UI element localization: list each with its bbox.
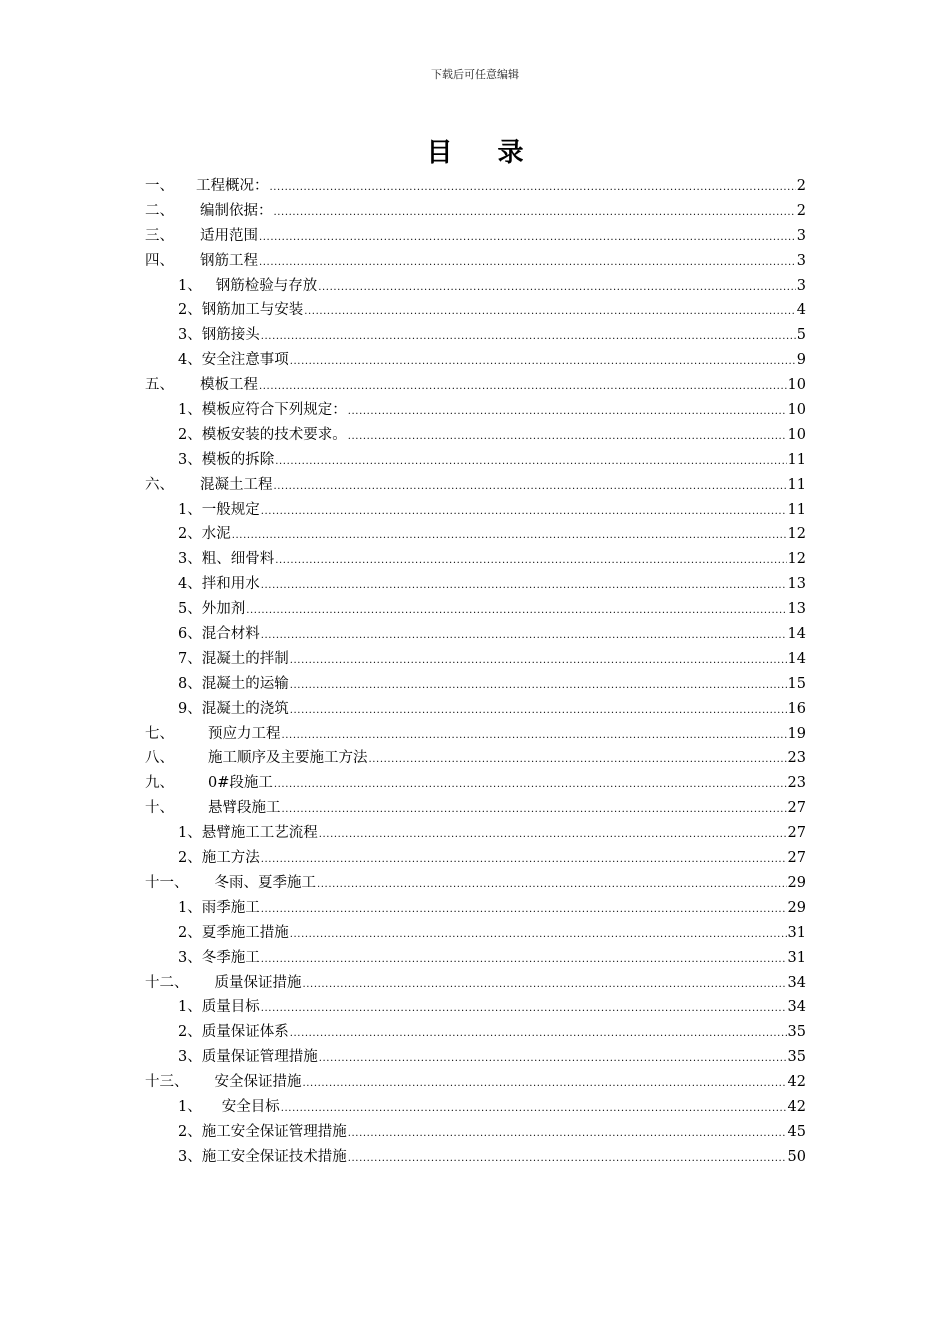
toc-entry-page: 13 — [787, 601, 806, 618]
toc-entry-page: 27 — [787, 825, 806, 842]
toc-entry-number: 4、 — [178, 352, 202, 369]
toc-entry-number: 七、 — [145, 725, 174, 742]
toc-entry[interactable] — [145, 572, 806, 597]
toc-entry-page: 10 — [787, 377, 806, 394]
toc-entry-label: 钢筋工程 — [200, 252, 258, 269]
toc-entry-label: 适用范围 — [200, 227, 258, 244]
dot-leader — [275, 456, 786, 467]
toc-entry-label: 预应力工程 — [208, 725, 281, 742]
toc-entry-number: 六、 — [145, 476, 174, 493]
toc-entry-page: 35 — [787, 1024, 806, 1041]
toc-entry-number: 4、 — [178, 576, 202, 593]
toc-entry-number: 2、 — [178, 850, 202, 867]
toc-entry-number: 十三、 — [145, 1074, 189, 1091]
toc-entry-label: 冬雨、夏季施工 — [214, 874, 316, 891]
toc-entry-page: 11 — [787, 501, 806, 518]
toc-entry-label: 钢筋检验与存放 — [215, 277, 318, 294]
toc-entry-page: 29 — [787, 899, 806, 916]
toc-entry-number: 7、 — [178, 650, 202, 667]
toc-entry[interactable] — [145, 373, 806, 398]
toc-entry-number: 1、 — [178, 402, 202, 419]
dot-leader — [290, 1028, 787, 1039]
toc-entry[interactable] — [145, 448, 806, 473]
toc-entry-page: 11 — [787, 476, 806, 493]
toc-entry-page: 34 — [787, 999, 806, 1016]
toc-entry[interactable] — [145, 323, 806, 348]
toc-entry-page: 2 — [796, 178, 806, 194]
toc-entry[interactable] — [145, 224, 806, 249]
toc-entry-number: 2、 — [178, 302, 202, 319]
toc-entry-page: 12 — [787, 526, 806, 543]
toc-entry[interactable] — [145, 622, 806, 647]
toc-entry-label: 水泥 — [201, 526, 231, 543]
toc-entry-label: 施工方法 — [201, 850, 260, 867]
toc-entry-page: 14 — [787, 626, 806, 643]
toc-entry[interactable] — [145, 423, 806, 448]
toc-entry[interactable] — [145, 746, 806, 771]
toc-entry[interactable] — [145, 896, 806, 921]
toc-entry-number: 十二、 — [145, 974, 189, 991]
dot-leader — [274, 779, 787, 790]
toc-entry-label: 粗、细骨料 — [201, 551, 275, 568]
toc-entry-page: 45 — [787, 1123, 806, 1140]
toc-entry-page: 11 — [787, 451, 806, 468]
toc-entry-number: 2、 — [178, 1123, 202, 1140]
toc-entry-page: 10 — [787, 402, 806, 419]
toc-entry[interactable] — [145, 473, 806, 498]
toc-entry-number: 8、 — [178, 675, 202, 692]
dot-leader — [303, 1078, 787, 1089]
toc-entry-number: 1、 — [178, 277, 202, 294]
toc-entry-label: 施工安全保证技术措施 — [201, 1148, 347, 1165]
toc-entry-label: 质量保证体系 — [201, 1024, 289, 1041]
toc-entry-page: 4 — [796, 302, 806, 319]
toc-entry[interactable] — [145, 348, 806, 373]
toc-title: 目 录 — [426, 138, 542, 168]
toc-entry-page: 34 — [787, 974, 806, 991]
toc-entry-label: 混凝土工程 — [200, 476, 273, 493]
toc-entry[interactable] — [145, 672, 806, 697]
toc-entry-label: 钢筋加工与安装 — [201, 302, 304, 319]
dot-leader — [304, 306, 796, 317]
toc-entry-number: 十、 — [145, 800, 174, 817]
dot-leader — [261, 630, 787, 641]
toc-entry-label: 安全保证措施 — [214, 1074, 302, 1091]
toc-entry[interactable] — [145, 249, 806, 274]
toc-entry[interactable] — [145, 1095, 806, 1120]
toc-entry-label: 安全目标 — [221, 1098, 280, 1115]
dot-leader — [246, 605, 786, 616]
dot-leader — [290, 655, 787, 666]
toc-entry-page: 27 — [787, 800, 806, 817]
toc-entry-page: 15 — [787, 675, 806, 692]
toc-entry-number: 四、 — [145, 252, 174, 269]
toc-entry[interactable] — [145, 697, 806, 722]
toc-entry-page: 9 — [796, 352, 806, 369]
toc-entry-number: 五、 — [145, 377, 174, 394]
toc-entry-number: 1、 — [178, 825, 202, 842]
dot-leader — [261, 1003, 787, 1014]
toc-entry-page: 3 — [796, 277, 806, 294]
toc-entry-number: 2、 — [178, 924, 202, 941]
toc-entry[interactable] — [145, 846, 806, 871]
toc-entry[interactable] — [145, 199, 806, 224]
toc-entry-label: 质量保证管理措施 — [201, 1049, 318, 1066]
toc-entry-page: 3 — [796, 252, 806, 269]
dot-leader — [303, 979, 787, 990]
toc-entry-label: 质量保证措施 — [214, 974, 302, 991]
toc-entry-page: 5 — [796, 327, 806, 344]
toc-entry-number: 1、 — [178, 1098, 202, 1115]
dot-leader — [259, 232, 796, 243]
toc-entry-number: 3、 — [178, 1148, 202, 1165]
toc-entry[interactable] — [145, 647, 806, 672]
toc-entry-number: 3、 — [178, 949, 202, 966]
toc-entry-number: 6、 — [178, 626, 202, 643]
toc-entry-label: 外加剂 — [201, 601, 246, 618]
dot-leader — [348, 1128, 787, 1139]
toc-entry[interactable] — [145, 1145, 806, 1170]
toc-entry[interactable] — [145, 398, 806, 423]
dot-leader — [348, 406, 787, 417]
toc-entry-label: 混凝土的浇筑 — [201, 700, 289, 717]
toc-entry-number: 1、 — [178, 501, 202, 518]
toc-entry[interactable] — [145, 298, 806, 323]
toc-entry[interactable] — [145, 547, 806, 572]
dot-leader — [290, 680, 787, 691]
toc-entry-label: 工程概况： — [196, 178, 269, 194]
toc-entry-number: 二、 — [145, 202, 174, 219]
toc-entry-number: 三、 — [145, 227, 174, 244]
toc-entry-number: 3、 — [178, 451, 202, 468]
toc-entry[interactable] — [145, 1045, 806, 1070]
toc-entry[interactable] — [145, 1120, 806, 1145]
dot-leader — [318, 282, 796, 293]
toc-entry-page: 29 — [787, 874, 806, 891]
dot-leader — [282, 804, 787, 815]
toc-entry-label: 模板工程 — [200, 377, 258, 394]
dot-leader — [261, 331, 796, 342]
toc-entry[interactable] — [145, 821, 806, 846]
dot-leader — [259, 257, 796, 268]
dot-leader — [232, 530, 787, 541]
toc-entry-page: 16 — [787, 700, 806, 717]
dot-leader — [274, 207, 796, 218]
dot-leader — [348, 431, 787, 442]
dot-leader — [282, 730, 787, 741]
toc-entry-label: 悬臂施工工艺流程 — [201, 825, 318, 842]
toc-entry-number: 九、 — [145, 775, 174, 792]
toc-entry[interactable] — [145, 722, 806, 747]
toc-entry[interactable] — [145, 796, 806, 821]
toc-entry-page: 35 — [787, 1049, 806, 1066]
dot-leader — [290, 356, 796, 367]
toc-entry-page: 31 — [787, 949, 806, 966]
dot-leader — [261, 506, 787, 517]
toc-entry-page: 10 — [787, 426, 806, 443]
toc-entry-number: 2、 — [178, 426, 202, 443]
toc-entry[interactable] — [145, 771, 806, 796]
toc-entry-label: 质量目标 — [201, 999, 260, 1016]
toc-entry-number: 3、 — [178, 327, 202, 344]
dot-leader — [259, 381, 787, 392]
toc-entry[interactable] — [145, 498, 806, 523]
dot-leader — [290, 705, 787, 716]
toc-entry-page: 14 — [787, 650, 806, 667]
toc-entry[interactable] — [145, 1070, 806, 1095]
toc-entry-number: 5、 — [178, 601, 202, 618]
dot-leader — [369, 754, 787, 765]
toc-entry-label: 钢筋接头 — [201, 327, 260, 344]
toc-entry-label: 施工顺序及主要施工方法 — [208, 750, 368, 767]
toc-entry-number: 3、 — [178, 551, 202, 568]
toc-entry-number: 3、 — [178, 1049, 202, 1066]
toc-entry[interactable] — [145, 597, 806, 622]
page-header: 下载后可任意编辑 — [431, 68, 519, 81]
toc-entry-label: 施工安全保证管理措施 — [201, 1123, 347, 1140]
toc-entry-number: 十一、 — [145, 874, 189, 891]
toc-entry-label: 夏季施工措施 — [201, 924, 289, 941]
toc-entry-number: 1、 — [178, 999, 202, 1016]
toc-entry-label: 雨季施工 — [201, 899, 260, 916]
toc-entry[interactable] — [145, 946, 806, 971]
toc-entry-page: 23 — [787, 775, 806, 792]
toc-entry[interactable] — [145, 174, 806, 199]
toc-entry-page: 50 — [787, 1148, 806, 1165]
toc-entry-label: 0#段施工 — [208, 775, 273, 792]
toc-entry-page: 23 — [787, 750, 806, 767]
dot-leader — [319, 829, 787, 840]
dot-leader — [348, 1153, 787, 1164]
toc-entry[interactable] — [145, 871, 806, 896]
dot-leader — [290, 929, 787, 940]
toc-entry-label: 编制依据： — [200, 202, 273, 219]
toc-entry[interactable] — [145, 995, 806, 1020]
toc-entry-label: 模板安装的技术要求。 — [201, 426, 347, 443]
toc-entry-number: 1、 — [178, 899, 202, 916]
dot-leader — [261, 954, 787, 965]
toc-entry-page: 2 — [796, 202, 806, 219]
dot-leader — [281, 1103, 787, 1114]
toc-entry[interactable] — [145, 522, 806, 547]
dot-leader — [274, 481, 787, 492]
toc-entry-label: 模板应符合下列规定： — [201, 402, 347, 419]
toc-entry-label: 模板的拆除 — [201, 451, 275, 468]
toc-entry[interactable] — [145, 1020, 806, 1045]
toc-entry-number: 2、 — [178, 1024, 202, 1041]
toc-entry-label: 混合材料 — [201, 626, 260, 643]
toc-entry-label: 一般规定 — [201, 501, 260, 518]
toc-entry[interactable] — [145, 921, 806, 946]
toc-entry-page: 31 — [787, 924, 806, 941]
toc-entry-label: 拌和用水 — [201, 576, 260, 593]
dot-leader — [275, 555, 786, 566]
toc-entry-label: 冬季施工 — [201, 949, 260, 966]
toc-entry-page: 3 — [796, 227, 806, 244]
toc-entry-number: 2、 — [178, 526, 202, 543]
toc-entry-number: 一、 — [145, 178, 174, 194]
toc-entry-label: 安全注意事项 — [201, 352, 289, 369]
dot-leader — [317, 879, 787, 890]
dot-leader — [261, 904, 787, 915]
dot-leader — [261, 854, 787, 865]
dot-leader — [261, 580, 787, 591]
toc-entry-page: 12 — [787, 551, 806, 568]
dot-leader — [319, 1053, 787, 1064]
table-of-contents — [145, 174, 806, 1170]
toc-entry-page: 27 — [787, 850, 806, 867]
toc-entry-label: 混凝土的运输 — [201, 675, 289, 692]
toc-entry[interactable] — [145, 274, 806, 299]
toc-entry[interactable] — [145, 971, 806, 996]
toc-entry-label: 混凝土的拌制 — [201, 650, 289, 667]
toc-entry-page: 19 — [787, 725, 806, 742]
toc-entry-number: 八、 — [145, 750, 174, 767]
toc-entry-page: 42 — [787, 1074, 806, 1091]
toc-entry-page: 13 — [787, 576, 806, 593]
toc-entry-page: 42 — [787, 1098, 806, 1115]
toc-entry-number: 9、 — [178, 700, 202, 717]
dot-leader — [270, 182, 796, 193]
toc-entry-label: 悬臂段施工 — [208, 800, 281, 817]
